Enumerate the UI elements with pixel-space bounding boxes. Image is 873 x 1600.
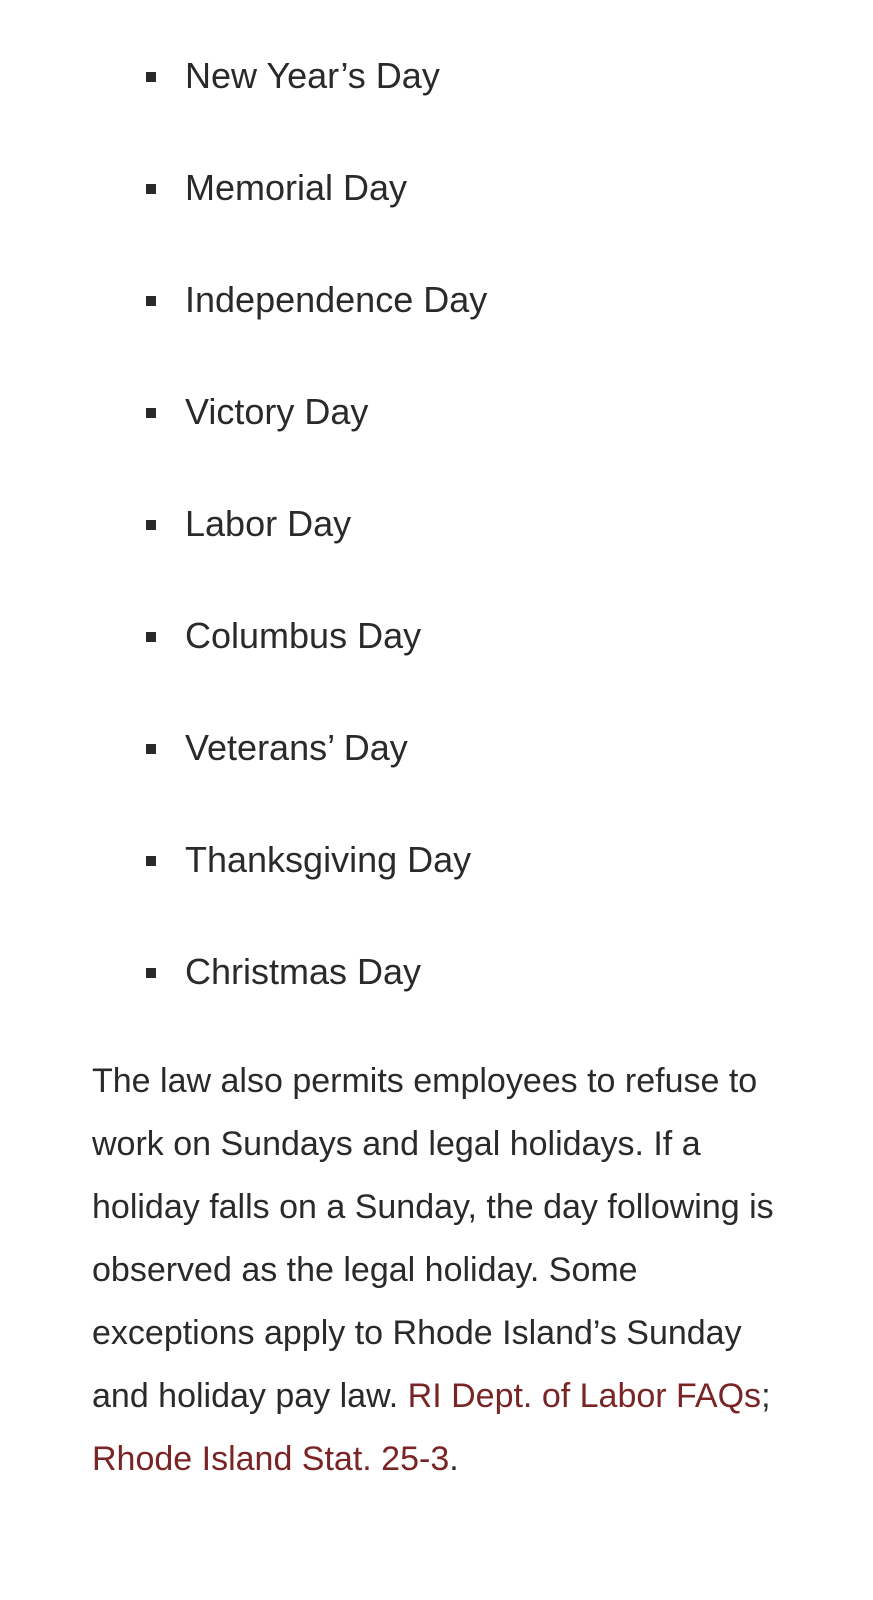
ri-dept-labor-faqs-link[interactable]: RI Dept. of Labor FAQs <box>407 1377 762 1415</box>
body-paragraph <box>92 1050 782 1491</box>
square-bullet-icon <box>146 184 156 194</box>
holiday-label: New Year’s Day <box>185 55 440 96</box>
list-item <box>0 386 873 498</box>
square-bullet-icon <box>146 408 156 418</box>
holiday-label: Independence Day <box>185 279 488 320</box>
list-item <box>0 946 873 1058</box>
holiday-label: Labor Day <box>185 503 352 544</box>
ri-stat-25-3-link[interactable]: Rhode Island Stat. 25-3 <box>92 1440 450 1478</box>
list-item <box>0 610 873 722</box>
holiday-label: Victory Day <box>185 391 369 432</box>
link-separator: ; <box>761 1377 771 1415</box>
paragraph-text: The law also permits employees to refuse to work on Sundays and legal holidays. If a holiday falls on a Sunday, the day following is observed as the legal holiday. Some exceptions apply to Rhode Island’s Sunday and holiday pay law. <box>92 1062 774 1415</box>
square-bullet-icon <box>146 632 156 642</box>
square-bullet-icon <box>146 296 156 306</box>
list-item <box>0 162 873 274</box>
square-bullet-icon <box>146 72 156 82</box>
holiday-list <box>0 50 873 1058</box>
list-item <box>0 274 873 386</box>
square-bullet-icon <box>146 856 156 866</box>
square-bullet-icon <box>146 520 156 530</box>
list-item <box>0 50 873 162</box>
list-item <box>0 722 873 834</box>
holiday-label: Christmas Day <box>185 951 422 992</box>
holiday-label: Thanksgiving Day <box>185 839 472 880</box>
square-bullet-icon <box>146 744 156 754</box>
list-item <box>0 498 873 610</box>
holiday-label: Veterans’ Day <box>185 727 408 768</box>
paragraph-end: . <box>449 1440 459 1478</box>
list-item <box>0 834 873 946</box>
holiday-label: Memorial Day <box>185 167 408 208</box>
square-bullet-icon <box>146 968 156 978</box>
holiday-label: Columbus Day <box>185 615 422 656</box>
